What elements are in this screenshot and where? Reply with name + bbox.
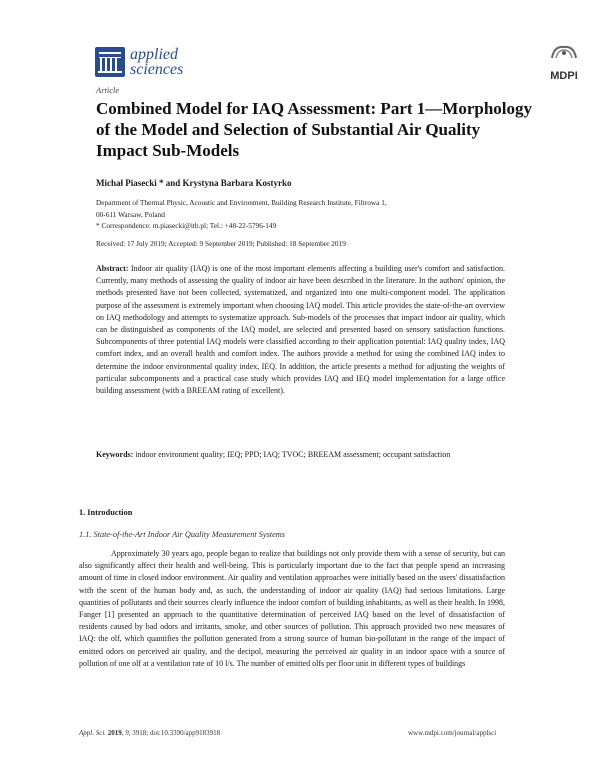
- affiliation: Department of Thermal Physic, Acoustic and Environment, Building Research Institute, Filtrowa 1, 00-611 Warsaw, Poland: [96, 198, 387, 219]
- body-paragraph: Approximately 30 years ago, people began to realize that buildings not only provide them with a sense of security, but can also significantly affect their health and well-being. This is particularly important due to the fact that people spend an increasing amount of time in closed indoor environment. Air quality and ventilation approaches were initially based on the users' dissatisfaction with the scent of the human body and, as such, the understanding of indoor air quality (IAQ) had serious limitations. Large quantities of pollutants and their sources clearly influence the indoor comfort of building inhabitants, as well as their health. In 1998, Fanger [1] presented an approach to the quantitative determination of perceived IAQ based on the level of dissatisfaction of residents caused by bad odors and irritants, smoke, and other sources of pollution. This approach provided two new measures of IAQ: the olf, which quantifies the pollution generated from a strong source of human bio-pollutant in the range of the impact of emitted odors on perceived air quality, and the decipol, measuring the perceived air quality in an indoor space with a source of pollution of one olf at a ventilation rate of 10 l/s. The number of emitted olfs per floor unit in different types of buildings: [79, 549, 505, 668]
- footer-journal: Appl. Sci.: [79, 729, 107, 737]
- journal-name: [130, 47, 183, 77]
- publisher-logo[interactable]: [544, 44, 584, 80]
- authors: Michał Piasecki * and Krystyna Barbara Kostyrko: [96, 178, 292, 188]
- footer-doi: , 3918; doi:10.3390/app9183918: [128, 729, 221, 737]
- publisher-name: MDPI: [550, 70, 578, 82]
- journal-name-line1: applied: [130, 46, 178, 63]
- footer-year: 2019: [107, 729, 122, 737]
- abstract-label: Abstract:: [96, 264, 129, 273]
- article-type: Article: [96, 85, 120, 95]
- article-title: Combined Model for IAQ Assessment: Part 1—Morphology of the Model and Selection of Substantial Air Quality Impact Sub-Models: [96, 99, 532, 160]
- keywords-label: Keywords:: [96, 450, 134, 459]
- keywords: [96, 449, 505, 461]
- citation-footer: Appl. Sci. 2019, 9, 3918; doi:10.3390/app9183918: [79, 729, 221, 737]
- abstract: [96, 263, 505, 397]
- publisher-logo-icon: [544, 44, 584, 64]
- correspondence: * Correspondence: m.piasecki@itb.pl; Tel.: +48-22-5796-149: [96, 221, 277, 230]
- journal-url[interactable]: www.mdpi.com/journal/applsci: [408, 729, 497, 737]
- journal-name-line2: sciences: [130, 61, 184, 78]
- footer-volume: 9: [125, 729, 129, 737]
- subsection-heading: 1.1. State-of-the-Art Indoor Air Quality Measurement Systems: [79, 530, 286, 539]
- journal-logo[interactable]: [95, 43, 205, 81]
- section-heading: 1. Introduction: [79, 508, 133, 517]
- journal-logo-icon: [95, 47, 125, 77]
- abstract-text: Indoor air quality (IAQ) is one of the most important elements affecting a building user's comfort and satisfaction. Currently, many methods of assessing the quality of indoor air have been described in the literature. In the authors' opinion, the methods presented have not been collected, systematized, and organized into one multi-component model. The application purpose of the assessment is extremely important when choosing IAQ model. This article provides the state-of-the-art overview on IAQ methodology and attempts to systematize approach. Sub-models of the processes that impact indoor air quality, which can be distinguished as components of the IAQ model, are selected and presented based on sensory satisfaction functions. Subcomponents of three potential IAQ models were classified according to their application potential: IAQ quality index, IAQ comfort index, and an overall health and comfort index. The authors provide a method for using the combined IAQ index to determine the indoor environmental quality index, IEQ. In addition, the article presents a method for adjusting the weights of particular subcomponents and a practical case study which provides IAQ and IEQ model implementation for a large office building assessment (with a BREEAM rating of excellent).: [96, 264, 505, 396]
- publication-dates: Received: 17 July 2019; Accepted: 9 September 2019; Published: 18 September 2019: [96, 239, 346, 248]
- keywords-text: indoor environment quality; IEQ; PPD; IAQ; TVOC; BREEAM assessment; occupant satisfaction: [135, 450, 451, 459]
